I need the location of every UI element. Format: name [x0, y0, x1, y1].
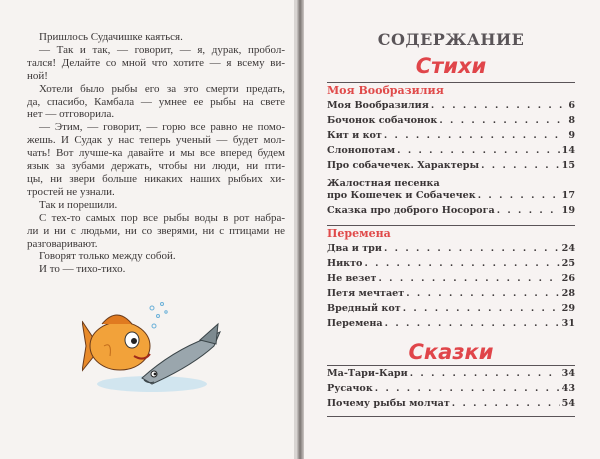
divider	[327, 365, 575, 366]
entry-page: 24	[561, 243, 575, 254]
toc-entry[interactable]	[327, 160, 575, 171]
entry-title: Два и три	[327, 243, 382, 254]
entry-title: Русачок	[327, 383, 373, 394]
toc-entry[interactable]	[327, 243, 575, 254]
leader-dots	[385, 318, 560, 329]
entry-page: 28	[561, 288, 575, 299]
entry-title: Почему рыбы молчат	[327, 398, 450, 409]
entry-page: 14	[561, 145, 575, 156]
toc-entry[interactable]	[327, 383, 575, 394]
leader-dots	[403, 303, 560, 314]
toc-entry[interactable]	[327, 288, 575, 299]
story-line: тростей не узнали.	[27, 185, 115, 198]
toc-entry[interactable]	[327, 318, 575, 329]
leader-dots	[406, 288, 559, 299]
entry-title: Никто	[327, 258, 363, 269]
entry-page: 17	[561, 190, 575, 201]
entry-page: 8	[568, 115, 575, 126]
story-line: нет — отговорила.	[27, 108, 115, 121]
entry-title: Ма-Тари-Кари	[327, 368, 408, 379]
entry-title: про Кошечек и Собачечек	[327, 190, 476, 201]
story-text	[27, 31, 285, 276]
toc-title: СОДЕРЖАНИЕ	[377, 30, 525, 49]
toc-entry[interactable]	[327, 398, 575, 409]
story-line: цы, ни звери больше никаких наших рыбьих хи-	[27, 172, 285, 185]
entry-page: 19	[561, 205, 575, 216]
leader-dots	[497, 205, 560, 216]
leader-dots	[375, 383, 560, 394]
toc-entry[interactable]	[327, 130, 575, 141]
leader-dots	[478, 190, 560, 201]
divider	[327, 225, 575, 226]
story-line: Так и порешили.	[39, 198, 118, 211]
section-heading: Перемена	[327, 227, 391, 240]
story-line: Пришлось Судачишке каяться.	[39, 31, 183, 43]
entry-title: Моя Вообразилия	[327, 100, 429, 111]
story-line: ной!	[27, 69, 48, 82]
leader-dots	[384, 243, 560, 254]
story-line: жешь. И Судак у нас теперь ученый — будет мол-	[27, 134, 285, 147]
leader-dots	[431, 100, 566, 111]
leader-dots	[364, 258, 559, 269]
leader-dots	[384, 130, 566, 141]
story-line: да, спасибо, Камбала — умнее ее рыбы на свете	[27, 95, 285, 108]
toc-entry[interactable]	[327, 303, 575, 314]
story-line: разговаривают.	[27, 237, 98, 250]
story-line: тался! Делайте со мной что хотите — я всему ви-	[27, 56, 285, 69]
story-line: язык за зубами держать, чтобы ни люди, ни пти-	[27, 160, 285, 173]
entry-page: 54	[561, 398, 575, 409]
toc-entry[interactable]	[327, 100, 575, 111]
entry-title-line1: Жалостная песенка	[327, 178, 440, 189]
bubbles	[150, 303, 167, 329]
story-line: — Этим, — говорит, — горю все равно не помо-	[39, 121, 285, 134]
entry-title: Про собачечек. Характеры	[327, 160, 480, 171]
toc-entry[interactable]	[327, 368, 575, 379]
grey-fish	[142, 324, 220, 384]
entry-title: Слонопотам	[327, 145, 396, 156]
story-line: Хотели было рыбы его за это смерти предать,	[39, 82, 285, 95]
entry-page: 15	[561, 160, 575, 171]
leader-dots	[397, 145, 560, 156]
entry-title: Не везет	[327, 273, 377, 284]
toc-entry[interactable]	[327, 190, 575, 201]
entry-title: Вредный кот	[327, 303, 401, 314]
section-heading: Моя Вообразилия	[327, 84, 444, 97]
toc-entry[interactable]	[327, 273, 575, 284]
entry-title: Сказка про доброго Носорога	[327, 205, 495, 216]
entry-page: 25	[561, 258, 575, 269]
entry-title: Бочонок собачонок	[327, 115, 438, 126]
entry-title: Петя мечтает	[327, 288, 405, 299]
leader-dots	[378, 273, 559, 284]
entry-title: Кит и кот	[327, 130, 382, 141]
part-heading-tales: Сказки	[408, 340, 494, 364]
toc-entry[interactable]	[327, 205, 575, 216]
leader-dots	[481, 160, 560, 171]
entry-page: 34	[561, 368, 575, 379]
leader-dots	[452, 398, 560, 409]
entry-page: 29	[561, 303, 575, 314]
story-line: чать! Вот лучше-ка давайте и мы все вперед будем	[27, 147, 285, 160]
entry-page: 6	[568, 100, 575, 111]
entry-page: 9	[568, 130, 575, 141]
toc-entry[interactable]	[327, 258, 575, 269]
entry-page: 31	[561, 318, 575, 329]
toc-entry[interactable]	[327, 145, 575, 156]
entry-page: 26	[561, 273, 575, 284]
story-line: С тех-то самых пор все рыбы воды в рот набра-	[39, 211, 285, 224]
left-page	[0, 0, 294, 459]
toc-entry[interactable]	[327, 115, 575, 126]
entry-page: 43	[561, 383, 575, 394]
part-heading-poems: Стихи	[415, 54, 487, 78]
book-gutter	[296, 0, 304, 459]
fish-illustration	[82, 296, 222, 396]
divider	[327, 82, 575, 83]
leader-dots	[439, 115, 566, 126]
story-line: ли и ни с людьми, ни со зверями, ни с птицами не	[27, 224, 285, 237]
entry-title: Перемена	[327, 318, 383, 329]
divider	[327, 416, 575, 417]
story-line: Говорят только между собой.	[39, 250, 176, 263]
story-line: — Так и так, — говорит, — я, дурак, пробол-	[39, 43, 285, 56]
story-line: И то — тихо-тихо.	[39, 263, 126, 276]
orange-fish	[82, 315, 150, 371]
leader-dots	[410, 368, 560, 379]
